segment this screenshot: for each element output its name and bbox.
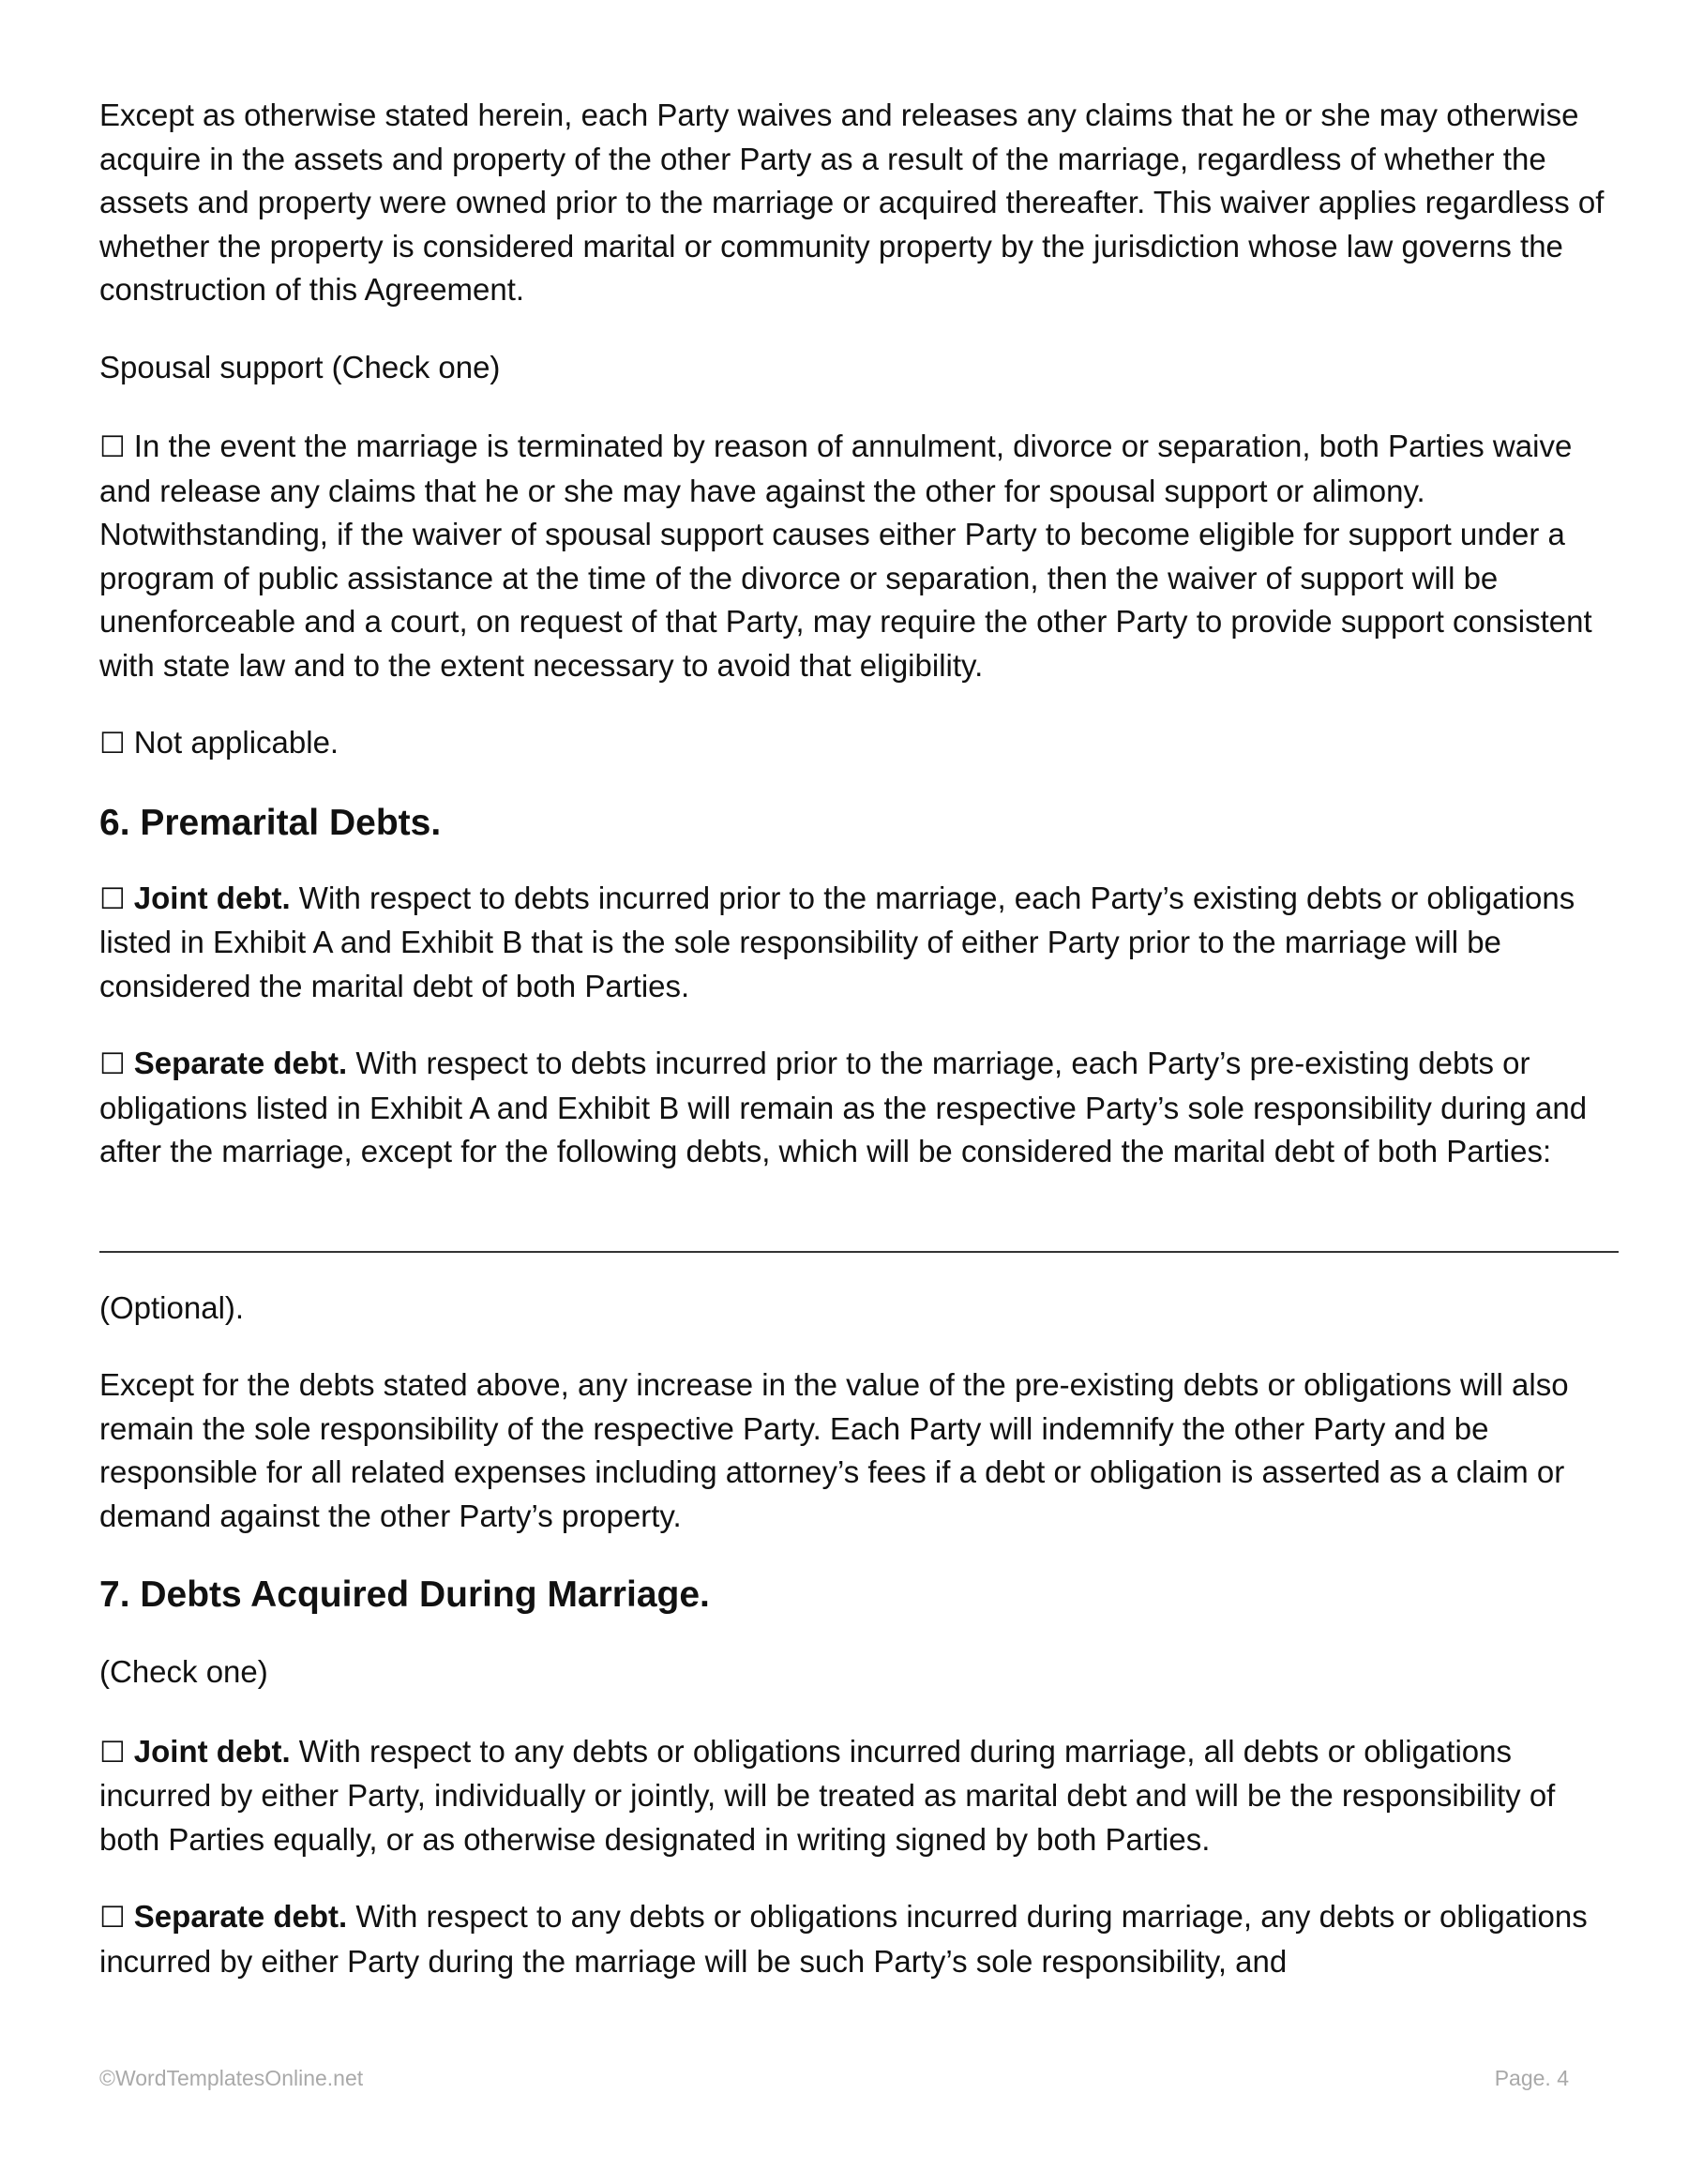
- checkbox-icon[interactable]: ☐: [99, 430, 126, 464]
- spousal-support-label: Spousal support (Check one): [99, 349, 501, 384]
- joint-debt-text: With respect to debts incurred prior to the marriage, each Party’s existing debts or obligations listed in Exhibit A and Exhibit B that is the sole responsibility of either Party prior to the marriage will be considered the marital debt of both Parties.: [99, 880, 1575, 1003]
- joint-debt-label: Joint debt.: [133, 880, 291, 915]
- marital-joint-debt-option: [99, 1730, 1619, 1862]
- except-debts-paragraph: Except for the debts stated above, any increase in the value of the pre-existing debts or obligations will also remain the sole responsibility of the respective Party. Each Party will indemnify the other Party and be responsible for all related expenses including attorney’s fees if a debt or obligation is asserted as a claim or demand against the other Party’s property.: [99, 1367, 1569, 1533]
- spousal-option-waive: [99, 425, 1619, 687]
- page-content: [99, 94, 1619, 1983]
- checkbox-icon[interactable]: ☐: [99, 727, 126, 761]
- spousal-option-na-text: Not applicable.: [133, 725, 339, 760]
- page-number: Page. 4: [1494, 2066, 1569, 2090]
- checkbox-icon[interactable]: ☐: [99, 1901, 126, 1935]
- separate-debt-text: With respect to debts incurred prior to the marriage, each Party’s pre-existing debts or obligations listed in Exhibit A and Exhibit B will remain as the respective Party’s sole responsibility during and after the marriage, except for the following debts, which will be considered the marital debt of both Parties:: [99, 1046, 1588, 1168]
- joint-debt-label: Joint debt.: [133, 1733, 291, 1769]
- section-6-heading: 6. Premarital Debts.: [99, 802, 442, 843]
- checkbox-icon[interactable]: ☐: [99, 881, 126, 916]
- section-7-heading: 7. Debts Acquired During Marriage.: [99, 1574, 710, 1615]
- property-waiver-paragraph: Except as otherwise stated herein, each Party waives and releases any claims that he or she may otherwise acquire in the assets and property of the other Party as a result of the marriage, regardless of whether the assets and property were owned prior to the marriage or acquired thereafter. This waiver applies regardless of whether the property is considered marital or community property by the jurisdiction whose law governs the construction of this Agreement.: [99, 98, 1605, 307]
- spousal-option-na: [99, 721, 1619, 766]
- checkbox-icon[interactable]: ☐: [99, 1047, 126, 1081]
- spousal-option-waive-text: In the event the marriage is terminated by reason of annulment, divorce or separation, both Parties waive and release any claims that he or she may have against the other for spousal support or alimony. Notwithstanding, if the waiver of spousal support causes either Party to become eligible for support under a program of public assistance at the time of the divorce or separation, then the waiver of support will be unenforceable and a court, on request of that Party, may require the other Party to provide support consistent with state law and to the extent necessary to avoid that eligibility.: [99, 429, 1592, 683]
- fill-in-line[interactable]: [99, 1251, 1619, 1253]
- check-one-label: (Check one): [99, 1654, 268, 1689]
- premarital-separate-debt-option: [99, 1042, 1619, 1174]
- optional-note: (Optional).: [99, 1289, 245, 1325]
- separate-debt-text: With respect to any debts or obligations incurred during marriage, any debts or obligations incurred by either Party during the marriage will be such Party’s sole responsibility, and: [99, 1899, 1588, 1979]
- premarital-joint-debt-option: [99, 877, 1619, 1009]
- separate-debt-label: Separate debt.: [133, 1899, 348, 1934]
- separate-debt-label: Separate debt.: [133, 1046, 348, 1080]
- marital-separate-debt-option: [99, 1895, 1619, 1983]
- checkbox-icon[interactable]: ☐: [99, 1735, 126, 1770]
- footer-copyright: ©WordTemplatesOnline.net: [99, 2066, 364, 2090]
- joint-debt-text: With respect to any debts or obligations incurred during marriage, all debts or obligations incurred by either Party, individually or jointly, will be treated as marital debt and will be the responsibility of both Parties equally, or as otherwise designated in writing signed by both Parties.: [99, 1733, 1556, 1857]
